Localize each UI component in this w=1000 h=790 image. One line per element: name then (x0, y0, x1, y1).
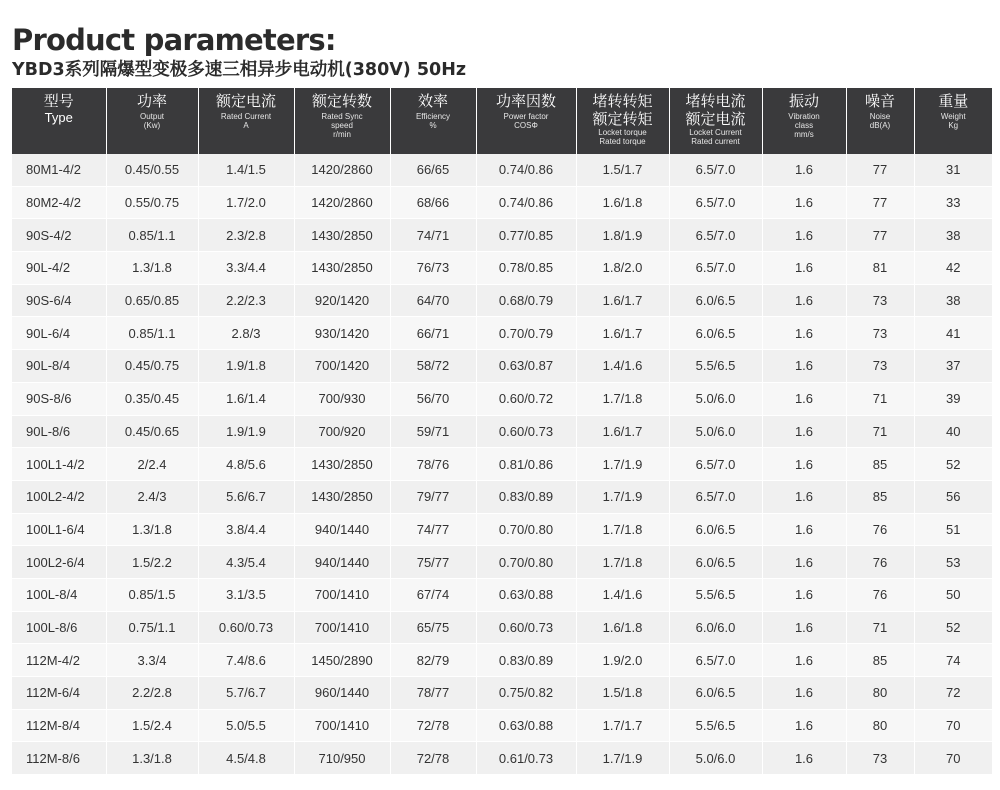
cell-output: 1.3/1.8 (106, 742, 198, 775)
cell-vibration: 1.6 (762, 350, 846, 383)
cell-type: 80M1-4/2 (12, 154, 106, 186)
cell-output: 0.85/1.1 (106, 317, 198, 350)
cell-noise: 85 (846, 644, 914, 677)
table-row (12, 709, 992, 742)
cell-weight: 39 (914, 382, 992, 415)
cell-output: 0.45/0.75 (106, 350, 198, 383)
cell-torque-ratio: 1.5/1.8 (576, 677, 669, 710)
cell-power-factor: 0.74/0.86 (476, 186, 576, 219)
header-label-cn: 振动 (788, 92, 819, 110)
cell-current-ratio: 5.0/6.0 (669, 742, 762, 775)
cell-rated-current: 2.2/2.3 (198, 284, 294, 317)
cell-vibration: 1.6 (762, 448, 846, 481)
cell-rated-speed: 1430/2850 (294, 448, 390, 481)
header-torque-ratio (576, 88, 669, 154)
cell-output: 0.85/1.1 (106, 219, 198, 252)
table-row (12, 219, 992, 252)
cell-rated-speed: 700/920 (294, 415, 390, 448)
header-noise (846, 88, 914, 154)
cell-efficiency: 67/74 (390, 578, 476, 611)
cell-vibration: 1.6 (762, 546, 846, 579)
cell-output: 2.2/2.8 (106, 677, 198, 710)
cell-current-ratio: 6.5/7.0 (669, 448, 762, 481)
cell-rated-current: 2.8/3 (198, 317, 294, 350)
cell-noise: 85 (846, 448, 914, 481)
parameters-table (12, 88, 992, 775)
cell-efficiency: 66/71 (390, 317, 476, 350)
cell-output: 0.85/1.5 (106, 578, 198, 611)
cell-type: 90L-4/2 (12, 252, 106, 285)
header-label-en: COSΦ (514, 121, 538, 130)
cell-torque-ratio: 1.6/1.8 (576, 611, 669, 644)
header-label-en: Kg (948, 121, 959, 130)
page-subtitle: YBD3系列隔爆型变极多速三相异步电动机(380V) 50Hz (12, 60, 467, 80)
cell-efficiency: 74/77 (390, 513, 476, 546)
cell-type: 90L-6/4 (12, 317, 106, 350)
table-row (12, 546, 992, 579)
header-label-cn: 额定转矩 (592, 110, 653, 128)
cell-power-factor: 0.63/0.87 (476, 350, 576, 383)
cell-noise: 71 (846, 611, 914, 644)
cell-rated-current: 7.4/8.6 (198, 644, 294, 677)
cell-rated-speed: 1420/2860 (294, 186, 390, 219)
cell-vibration: 1.6 (762, 186, 846, 219)
cell-torque-ratio: 1.9/2.0 (576, 644, 669, 677)
cell-power-factor: 0.70/0.80 (476, 513, 576, 546)
table-body (12, 154, 992, 775)
cell-type: 112M-8/4 (12, 709, 106, 742)
cell-type: 90L-8/4 (12, 350, 106, 383)
cell-rated-speed: 700/1410 (294, 578, 390, 611)
table-row (12, 350, 992, 383)
cell-vibration: 1.6 (762, 480, 846, 513)
cell-efficiency: 78/76 (390, 448, 476, 481)
cell-current-ratio: 6.5/7.0 (669, 186, 762, 219)
table-row (12, 382, 992, 415)
header-efficiency (390, 88, 476, 154)
cell-efficiency: 78/77 (390, 677, 476, 710)
cell-weight: 38 (914, 219, 992, 252)
cell-rated-speed: 700/1420 (294, 350, 390, 383)
cell-type: 80M2-4/2 (12, 186, 106, 219)
cell-vibration: 1.6 (762, 284, 846, 317)
cell-torque-ratio: 1.4/1.6 (576, 350, 669, 383)
header-label-en: mm/s (794, 130, 814, 139)
header-label-en: Type (44, 110, 73, 125)
cell-rated-speed: 710/950 (294, 742, 390, 775)
cell-weight: 70 (914, 709, 992, 742)
cell-output: 0.65/0.85 (106, 284, 198, 317)
cell-torque-ratio: 1.7/1.9 (576, 448, 669, 481)
table-row (12, 644, 992, 677)
cell-torque-ratio: 1.7/1.9 (576, 742, 669, 775)
cell-power-factor: 0.63/0.88 (476, 709, 576, 742)
cell-weight: 51 (914, 513, 992, 546)
header-label-cn: 额定转数 (311, 92, 372, 110)
cell-type: 100L2-4/2 (12, 480, 106, 513)
cell-current-ratio: 6.5/7.0 (669, 252, 762, 285)
cell-current-ratio: 6.5/7.0 (669, 219, 762, 252)
cell-vibration: 1.6 (762, 611, 846, 644)
header-rated-speed (294, 88, 390, 154)
cell-torque-ratio: 1.6/1.8 (576, 186, 669, 219)
header-current-ratio (669, 88, 762, 154)
cell-torque-ratio: 1.7/1.7 (576, 709, 669, 742)
cell-noise: 80 (846, 677, 914, 710)
cell-weight: 50 (914, 578, 992, 611)
table-row (12, 677, 992, 710)
cell-current-ratio: 6.5/7.0 (669, 480, 762, 513)
cell-rated-speed: 700/1410 (294, 611, 390, 644)
cell-efficiency: 72/78 (390, 742, 476, 775)
cell-torque-ratio: 1.8/2.0 (576, 252, 669, 285)
header-label-en: dB(A) (869, 121, 891, 130)
cell-type: 100L-8/6 (12, 611, 106, 644)
cell-power-factor: 0.75/0.82 (476, 677, 576, 710)
cell-current-ratio: 5.0/6.0 (669, 415, 762, 448)
cell-weight: 38 (914, 284, 992, 317)
cell-rated-speed: 1430/2850 (294, 219, 390, 252)
cell-type: 90S-6/4 (12, 284, 106, 317)
cell-noise: 80 (846, 709, 914, 742)
cell-type: 112M-8/6 (12, 742, 106, 775)
table-row (12, 742, 992, 775)
cell-current-ratio: 6.0/6.5 (669, 513, 762, 546)
cell-vibration: 1.6 (762, 709, 846, 742)
header-label-en: Efficiency (415, 112, 451, 121)
cell-torque-ratio: 1.6/1.7 (576, 284, 669, 317)
cell-torque-ratio: 1.6/1.7 (576, 415, 669, 448)
cell-weight: 42 (914, 252, 992, 285)
table-row (12, 415, 992, 448)
cell-power-factor: 0.68/0.79 (476, 284, 576, 317)
cell-torque-ratio: 1.5/1.7 (576, 154, 669, 186)
cell-current-ratio: 5.5/6.5 (669, 578, 762, 611)
cell-current-ratio: 6.5/7.0 (669, 644, 762, 677)
cell-efficiency: 75/77 (390, 546, 476, 579)
cell-type: 90S-4/2 (12, 219, 106, 252)
table-row (12, 448, 992, 481)
header-label-en: Power factor (503, 112, 549, 121)
cell-rated-speed: 1420/2860 (294, 154, 390, 186)
cell-efficiency: 72/78 (390, 709, 476, 742)
header-label-en: Locket Current (689, 128, 742, 137)
cell-noise: 71 (846, 415, 914, 448)
header-label-cn: 功率因数 (495, 92, 556, 110)
header-power-factor (476, 88, 576, 154)
header-label-en: Output (139, 112, 164, 121)
cell-type: 112M-4/2 (12, 644, 106, 677)
table-row (12, 154, 992, 186)
cell-noise: 76 (846, 578, 914, 611)
cell-weight: 72 (914, 677, 992, 710)
cell-rated-speed: 920/1420 (294, 284, 390, 317)
cell-rated-current: 1.4/1.5 (198, 154, 294, 186)
cell-weight: 52 (914, 448, 992, 481)
header-label-cn: 噪音 (864, 92, 895, 110)
header-label-en: Rated Sync (321, 112, 363, 121)
cell-torque-ratio: 1.7/1.9 (576, 480, 669, 513)
table-header (12, 88, 992, 154)
cell-torque-ratio: 1.7/1.8 (576, 513, 669, 546)
cell-output: 0.35/0.45 (106, 382, 198, 415)
header-label-en: class (794, 121, 814, 130)
cell-output: 2.4/3 (106, 480, 198, 513)
cell-weight: 37 (914, 350, 992, 383)
cell-weight: 74 (914, 644, 992, 677)
header-label-en: % (429, 121, 437, 130)
cell-noise: 76 (846, 546, 914, 579)
header-label-en: r/min (333, 130, 351, 139)
cell-power-factor: 0.60/0.73 (476, 611, 576, 644)
header-row (12, 88, 992, 154)
cell-vibration: 1.6 (762, 677, 846, 710)
cell-noise: 85 (846, 480, 914, 513)
cell-current-ratio: 6.0/6.5 (669, 317, 762, 350)
cell-output: 0.75/1.1 (106, 611, 198, 644)
cell-output: 1.3/1.8 (106, 513, 198, 546)
cell-rated-current: 1.6/1.4 (198, 382, 294, 415)
cell-rated-speed: 700/1410 (294, 709, 390, 742)
cell-noise: 77 (846, 186, 914, 219)
cell-rated-current: 1.9/1.8 (198, 350, 294, 383)
cell-vibration: 1.6 (762, 513, 846, 546)
cell-power-factor: 0.63/0.88 (476, 578, 576, 611)
cell-weight: 56 (914, 480, 992, 513)
cell-rated-speed: 930/1420 (294, 317, 390, 350)
cell-efficiency: 59/71 (390, 415, 476, 448)
cell-rated-speed: 940/1440 (294, 546, 390, 579)
cell-noise: 73 (846, 350, 914, 383)
cell-power-factor: 0.78/0.85 (476, 252, 576, 285)
header-label-cn: 堵转电流 (685, 92, 746, 110)
cell-current-ratio: 6.0/6.5 (669, 546, 762, 579)
header-label-en: Vibration (788, 112, 820, 121)
cell-current-ratio: 5.5/6.5 (669, 350, 762, 383)
cell-noise: 73 (846, 317, 914, 350)
cell-rated-current: 5.6/6.7 (198, 480, 294, 513)
table-row (12, 578, 992, 611)
cell-power-factor: 0.83/0.89 (476, 644, 576, 677)
cell-efficiency: 82/79 (390, 644, 476, 677)
cell-noise: 76 (846, 513, 914, 546)
cell-output: 1.3/1.8 (106, 252, 198, 285)
cell-rated-current: 4.5/4.8 (198, 742, 294, 775)
header-label-cn: 额定电流 (215, 92, 276, 110)
cell-noise: 81 (846, 252, 914, 285)
cell-output: 3.3/4 (106, 644, 198, 677)
cell-output: 0.45/0.65 (106, 415, 198, 448)
cell-power-factor: 0.61/0.73 (476, 742, 576, 775)
cell-efficiency: 56/70 (390, 382, 476, 415)
cell-noise: 73 (846, 284, 914, 317)
cell-rated-speed: 1430/2850 (294, 480, 390, 513)
cell-output: 1.5/2.2 (106, 546, 198, 579)
cell-power-factor: 0.81/0.86 (476, 448, 576, 481)
cell-efficiency: 64/70 (390, 284, 476, 317)
header-vibration (762, 88, 846, 154)
cell-power-factor: 0.70/0.79 (476, 317, 576, 350)
header-output (106, 88, 198, 154)
cell-current-ratio: 6.0/6.0 (669, 611, 762, 644)
cell-vibration: 1.6 (762, 415, 846, 448)
header-label-en: Rated Current (220, 112, 272, 121)
cell-rated-current: 5.0/5.5 (198, 709, 294, 742)
cell-efficiency: 68/66 (390, 186, 476, 219)
cell-efficiency: 65/75 (390, 611, 476, 644)
table-row (12, 186, 992, 219)
cell-vibration: 1.6 (762, 317, 846, 350)
cell-type: 100L-8/4 (12, 578, 106, 611)
cell-torque-ratio: 1.4/1.6 (576, 578, 669, 611)
cell-current-ratio: 5.0/6.0 (669, 382, 762, 415)
table-row (12, 284, 992, 317)
cell-torque-ratio: 1.8/1.9 (576, 219, 669, 252)
cell-noise: 71 (846, 382, 914, 415)
cell-power-factor: 0.60/0.72 (476, 382, 576, 415)
table-row (12, 317, 992, 350)
cell-type: 90S-8/6 (12, 382, 106, 415)
cell-rated-speed: 1450/2890 (294, 644, 390, 677)
cell-power-factor: 0.77/0.85 (476, 219, 576, 252)
cell-weight: 52 (914, 611, 992, 644)
cell-efficiency: 66/65 (390, 154, 476, 186)
cell-vibration: 1.6 (762, 578, 846, 611)
cell-output: 1.5/2.4 (106, 709, 198, 742)
cell-weight: 53 (914, 546, 992, 579)
cell-noise: 73 (846, 742, 914, 775)
cell-output: 2/2.4 (106, 448, 198, 481)
cell-noise: 77 (846, 154, 914, 186)
cell-weight: 41 (914, 317, 992, 350)
cell-type: 100L1-6/4 (12, 513, 106, 546)
cell-weight: 70 (914, 742, 992, 775)
cell-current-ratio: 6.5/7.0 (669, 154, 762, 186)
table-row (12, 480, 992, 513)
cell-weight: 31 (914, 154, 992, 186)
page-title: Product parameters: (12, 23, 336, 57)
cell-rated-current: 4.8/5.6 (198, 448, 294, 481)
cell-power-factor: 0.83/0.89 (476, 480, 576, 513)
cell-type: 100L1-4/2 (12, 448, 106, 481)
cell-efficiency: 79/77 (390, 480, 476, 513)
header-label-cn: 功率 (136, 92, 167, 110)
header-label-en: (Kw) (143, 121, 161, 130)
table-row (12, 611, 992, 644)
header-label-en: Weight (940, 112, 966, 121)
cell-rated-speed: 960/1440 (294, 677, 390, 710)
cell-vibration: 1.6 (762, 252, 846, 285)
header-label-en: Noise (869, 112, 891, 121)
header-type (12, 88, 106, 154)
cell-type: 90L-8/6 (12, 415, 106, 448)
cell-current-ratio: 5.5/6.5 (669, 709, 762, 742)
cell-rated-current: 2.3/2.8 (198, 219, 294, 252)
cell-noise: 77 (846, 219, 914, 252)
cell-rated-speed: 1430/2850 (294, 252, 390, 285)
cell-vibration: 1.6 (762, 154, 846, 186)
cell-rated-speed: 700/930 (294, 382, 390, 415)
cell-rated-current: 0.60/0.73 (198, 611, 294, 644)
cell-weight: 40 (914, 415, 992, 448)
cell-efficiency: 58/72 (390, 350, 476, 383)
cell-power-factor: 0.60/0.73 (476, 415, 576, 448)
header-label-en: Rated torque (599, 137, 646, 146)
table-row (12, 252, 992, 285)
cell-weight: 33 (914, 186, 992, 219)
header-label-cn: 重量 (938, 92, 969, 110)
header-label-en: A (243, 121, 249, 130)
header-label-cn: 效率 (417, 92, 448, 110)
cell-vibration: 1.6 (762, 644, 846, 677)
cell-output: 0.45/0.55 (106, 154, 198, 186)
header-label-cn: 型号 (43, 92, 74, 110)
cell-type: 112M-6/4 (12, 677, 106, 710)
cell-torque-ratio: 1.7/1.8 (576, 546, 669, 579)
table-row (12, 513, 992, 546)
cell-vibration: 1.6 (762, 382, 846, 415)
cell-torque-ratio: 1.6/1.7 (576, 317, 669, 350)
cell-current-ratio: 6.0/6.5 (669, 677, 762, 710)
header-label-en: Locket torque (598, 128, 647, 137)
cell-current-ratio: 6.0/6.5 (669, 284, 762, 317)
cell-power-factor: 0.70/0.80 (476, 546, 576, 579)
cell-vibration: 1.6 (762, 742, 846, 775)
header-label-cn: 堵转转矩 (592, 92, 653, 110)
cell-type: 100L2-6/4 (12, 546, 106, 579)
cell-rated-current: 5.7/6.7 (198, 677, 294, 710)
cell-torque-ratio: 1.7/1.8 (576, 382, 669, 415)
header-label-cn: 额定电流 (685, 110, 746, 128)
cell-power-factor: 0.74/0.86 (476, 154, 576, 186)
cell-efficiency: 74/71 (390, 219, 476, 252)
cell-rated-current: 3.8/4.4 (198, 513, 294, 546)
cell-output: 0.55/0.75 (106, 186, 198, 219)
header-rated-current (198, 88, 294, 154)
header-weight (914, 88, 992, 154)
cell-efficiency: 76/73 (390, 252, 476, 285)
cell-rated-current: 1.7/2.0 (198, 186, 294, 219)
cell-rated-current: 1.9/1.9 (198, 415, 294, 448)
cell-rated-current: 3.3/4.4 (198, 252, 294, 285)
cell-rated-speed: 940/1440 (294, 513, 390, 546)
cell-rated-current: 4.3/5.4 (198, 546, 294, 579)
cell-vibration: 1.6 (762, 219, 846, 252)
cell-rated-current: 3.1/3.5 (198, 578, 294, 611)
header-label-en: Rated current (691, 137, 740, 146)
header-label-en: speed (331, 121, 353, 130)
